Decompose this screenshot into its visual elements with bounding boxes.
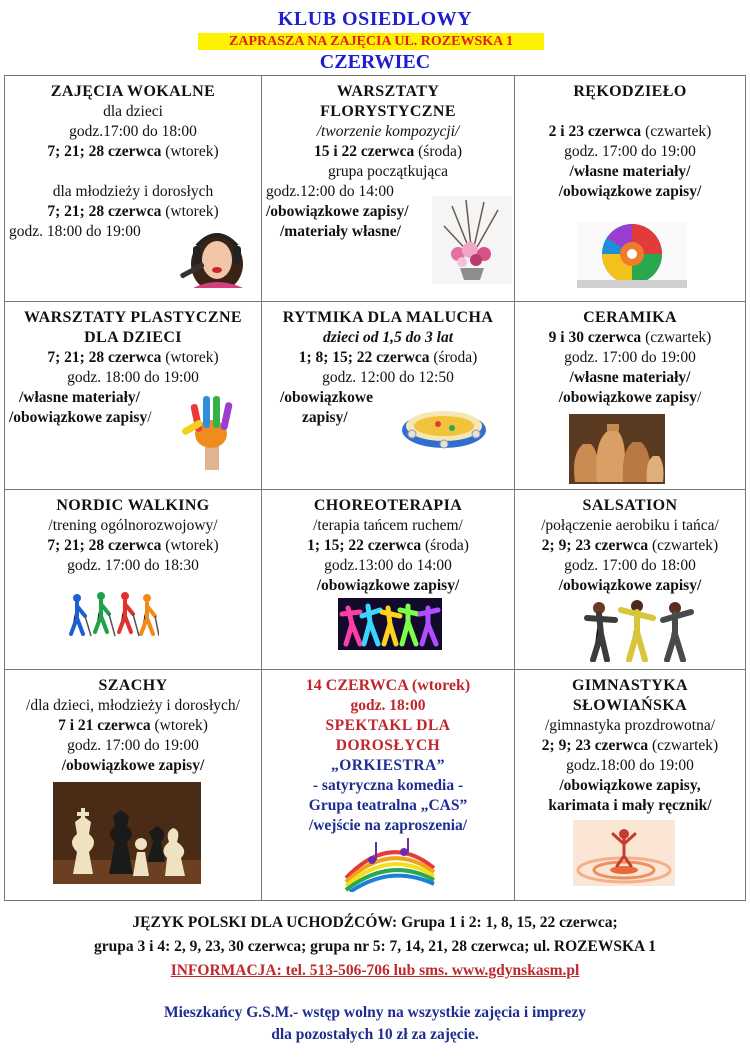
language-course-line1: JĘZYK POLSKI DLA UCHODŹCÓW: Grupa 1 i 2: 1, 8, 15, 22 czerwca;: [132, 914, 618, 931]
cell-text: /obowiązkowe zapisy/: [316, 577, 460, 594]
cell-text: dzieci od 1,5 do 3 lat: [322, 329, 454, 346]
cell-title: FLORYSTYCZNE: [320, 103, 456, 120]
cell-text: godz. 17:00 do 19:00: [564, 349, 696, 366]
cell-text: dla młodzieży i dorosłych: [52, 183, 214, 200]
cell-title: CHOREOTERAPIA: [313, 497, 463, 514]
text-part: /: [696, 389, 702, 406]
pottery-photo: [569, 414, 665, 484]
info-contact-link[interactable]: INFORMACJA: tel. 513-506-706 lub sms. www.gdynskasm.pl: [170, 962, 580, 979]
cell-text: /obowiązkowe zapisy/: [558, 577, 702, 594]
dates: 9 i 30 czerwca: [548, 329, 642, 346]
cell-dates: [266, 536, 510, 556]
cell-dates: [9, 202, 257, 222]
cell-text: karimata i mały ręcznik/: [548, 797, 712, 814]
month-title: CZERWIEC: [319, 51, 431, 73]
event-text: Grupa teatralna „CAS”: [308, 797, 468, 814]
cell-floristry: [262, 76, 515, 302]
cell-text: zapisy/: [302, 409, 348, 426]
cell-text: /obowiązkowe: [280, 389, 373, 406]
cell-text: godz.18:00 do 19:00: [566, 757, 694, 774]
dates: 2; 9; 23 czerwca: [541, 537, 649, 554]
dates: 7; 21; 28 czerwca: [47, 349, 162, 366]
weekday: (wtorek): [161, 143, 219, 160]
cell-text: /własne materiały/: [19, 389, 140, 406]
cell-text: /tworzenie kompozycji/: [316, 123, 460, 140]
weekday: (wtorek): [150, 717, 208, 734]
dates: 7; 21; 28 czerwca: [47, 143, 162, 160]
cell-text: /obowiązkowe zapisy,: [559, 777, 701, 794]
weekday: (czwartek): [648, 737, 719, 754]
cell-text: /własne materiały/: [569, 369, 691, 386]
dates: 7 i 21 czerwca: [58, 717, 151, 734]
cell-vocal: [5, 76, 262, 302]
dates: 2 i 23 czerwca: [548, 123, 642, 140]
cell-salsation: [515, 490, 746, 670]
cell-dates: [519, 328, 741, 348]
weekday: (środa): [414, 143, 463, 160]
paper-rosette-photo: [577, 222, 687, 288]
weekday: (wtorek): [161, 349, 219, 366]
singer-photo: [173, 224, 253, 288]
dates: 7; 21; 28 czerwca: [47, 203, 162, 220]
dates: 2; 9; 23 czerwca: [541, 737, 649, 754]
cell-title: GIMNASTYKA: [571, 677, 688, 694]
cell-dates: [519, 122, 741, 142]
cell-text: godz. 12:00 do 12:50: [322, 369, 454, 386]
cell-dates: [9, 536, 257, 556]
cell-dates: [266, 348, 510, 368]
salsa-dancers-photo: [579, 598, 697, 662]
event-play-name: „ORKIESTRA”: [330, 757, 446, 774]
cell-text: godz.13:00 do 14:00: [324, 557, 452, 574]
flower-arrangement-photo: [432, 196, 512, 284]
cell-title: CERAMIKA: [583, 309, 677, 326]
cell-text: /dla dzieci, młodzieży i dorosłych/: [26, 697, 240, 714]
cell-dates: [519, 536, 741, 556]
cell-text: godz. 17:00 do 18:00: [564, 557, 696, 574]
weekday: (czwartek): [648, 537, 719, 554]
cell-text: godz. 17:00 do 19:00: [564, 143, 696, 160]
cell-text: godz. 18:00 do 19:00: [9, 223, 141, 240]
cell-nordic-walking: [5, 490, 262, 670]
weekday: (czwartek): [641, 123, 712, 140]
cell-art-workshop: [5, 302, 262, 490]
cell-text: /trening ogólnorozwojowy/: [48, 517, 218, 534]
cell-title: DLA DZIECI: [84, 329, 182, 346]
tambourine-photo: [398, 400, 492, 452]
dancers-silhouette-icon: [338, 598, 442, 650]
dates: 15 i 22 czerwca: [313, 143, 415, 160]
cell-text: [519, 388, 741, 408]
cell-title: SZACHY: [98, 677, 168, 694]
cell-title: WARSZTATY PLASTYCZNE: [24, 309, 242, 326]
weekday: (wtorek): [161, 203, 219, 220]
event-title: DOROSŁYCH: [335, 737, 441, 754]
cell-dates: [519, 736, 741, 756]
club-title: KLUB OSIEDLOWY: [277, 8, 473, 30]
cell-text: /terapia tańcem ruchem/: [313, 517, 463, 534]
text-part: /obowiązkowe zapisy: [558, 389, 697, 406]
dates: 7; 21; 28 czerwca: [47, 537, 162, 554]
cell-slavic-gymnastics: [515, 670, 746, 901]
cell-title: ZAJĘCIA WOKALNE: [50, 83, 216, 100]
residents-note-line1: Mieszkańcy G.S.M.- wstęp wolny na wszystkie zajęcia i imprezy: [163, 1004, 587, 1021]
info-line: [0, 962, 750, 980]
dates: 1; 15; 22 czerwca: [307, 537, 422, 554]
event-time: godz. 18:00: [350, 697, 426, 714]
cell-theatre-event: [262, 670, 515, 901]
music-notes-rainbow-icon: [342, 838, 438, 892]
cell-text: godz. 18:00 do 19:00: [67, 369, 199, 386]
cell-dates: [266, 142, 510, 162]
cell-handicraft: [515, 76, 746, 302]
cell-title: SŁOWIAŃSKA: [572, 697, 688, 714]
weekday: (czwartek): [641, 329, 712, 346]
cell-rhythmics: [262, 302, 515, 490]
cell-text: /własne materiały/: [569, 163, 691, 180]
cell-text: grupa początkująca: [327, 163, 449, 180]
cell-text: godz. 17:00 do 19:00: [67, 737, 199, 754]
nordic-walkers-icon: [63, 590, 159, 638]
weekday: (wtorek): [161, 537, 219, 554]
cell-text: /materiały własne/: [280, 223, 401, 240]
cell-text: godz.17:00 do 18:00: [69, 123, 197, 140]
event-text: - satyryczna komedia -: [312, 777, 464, 794]
schedule-table: [4, 75, 746, 901]
cell-title: RĘKODZIEŁO: [573, 83, 687, 100]
weekday: (środa): [429, 349, 478, 366]
event-date: 14 CZERWCA (wtorek): [305, 677, 471, 694]
cell-text: dla dzieci: [103, 103, 163, 120]
cell-title: RYTMIKA DLA MALUCHA: [282, 309, 494, 326]
cell-text: /obowiązkowe zapisy/: [558, 183, 702, 200]
cell-title: WARSZTATY: [336, 83, 440, 100]
cell-chess: [5, 670, 262, 901]
cell-choreotherapy: [262, 490, 515, 670]
cell-title: SALSATION: [582, 497, 678, 514]
cell-title: NORDIC WALKING: [56, 497, 210, 514]
cell-text: /gimnastyka prozdrowotna/: [544, 717, 716, 734]
invite-banner: ZAPRASZA NA ZAJĘCIA UL. ROZEWSKA 1: [198, 33, 544, 50]
event-title: SPEKTAKL DLA: [325, 717, 451, 734]
weekday: (środa): [421, 537, 469, 554]
text-part: /: [147, 409, 152, 426]
dates: 1; 8; 15; 22 czerwca: [298, 349, 430, 366]
cell-ceramics: [515, 302, 746, 490]
cell-text: godz. 17:00 do 18:30: [67, 557, 199, 574]
meditating-figure-icon: [573, 820, 675, 886]
cell-text: /obowiązkowe zapisy/: [266, 203, 409, 220]
chess-pieces-photo: [53, 782, 201, 884]
residents-note-line2: dla pozostałych 10 zł za zajęcie.: [271, 1026, 479, 1043]
cell-dates: [9, 716, 257, 736]
cell-text: godz.12:00 do 14:00: [266, 183, 394, 200]
cell-dates: [9, 348, 257, 368]
painted-hand-photo: [179, 390, 243, 470]
text-part: /obowiązkowe zapisy: [9, 409, 148, 426]
cell-text: /obowiązkowe zapisy/: [61, 757, 205, 774]
event-text: /wejście na zaproszenia/: [308, 817, 468, 834]
cell-dates: [9, 142, 257, 162]
language-course-line2: grupa 3 i 4: 2, 9, 23, 30 czerwca; grupa nr 5: 7, 14, 21, 28 czerwca; ul. ROZEWSKA 1: [94, 938, 656, 955]
cell-text: /połączenie aerobiku i tańca/: [541, 517, 719, 534]
